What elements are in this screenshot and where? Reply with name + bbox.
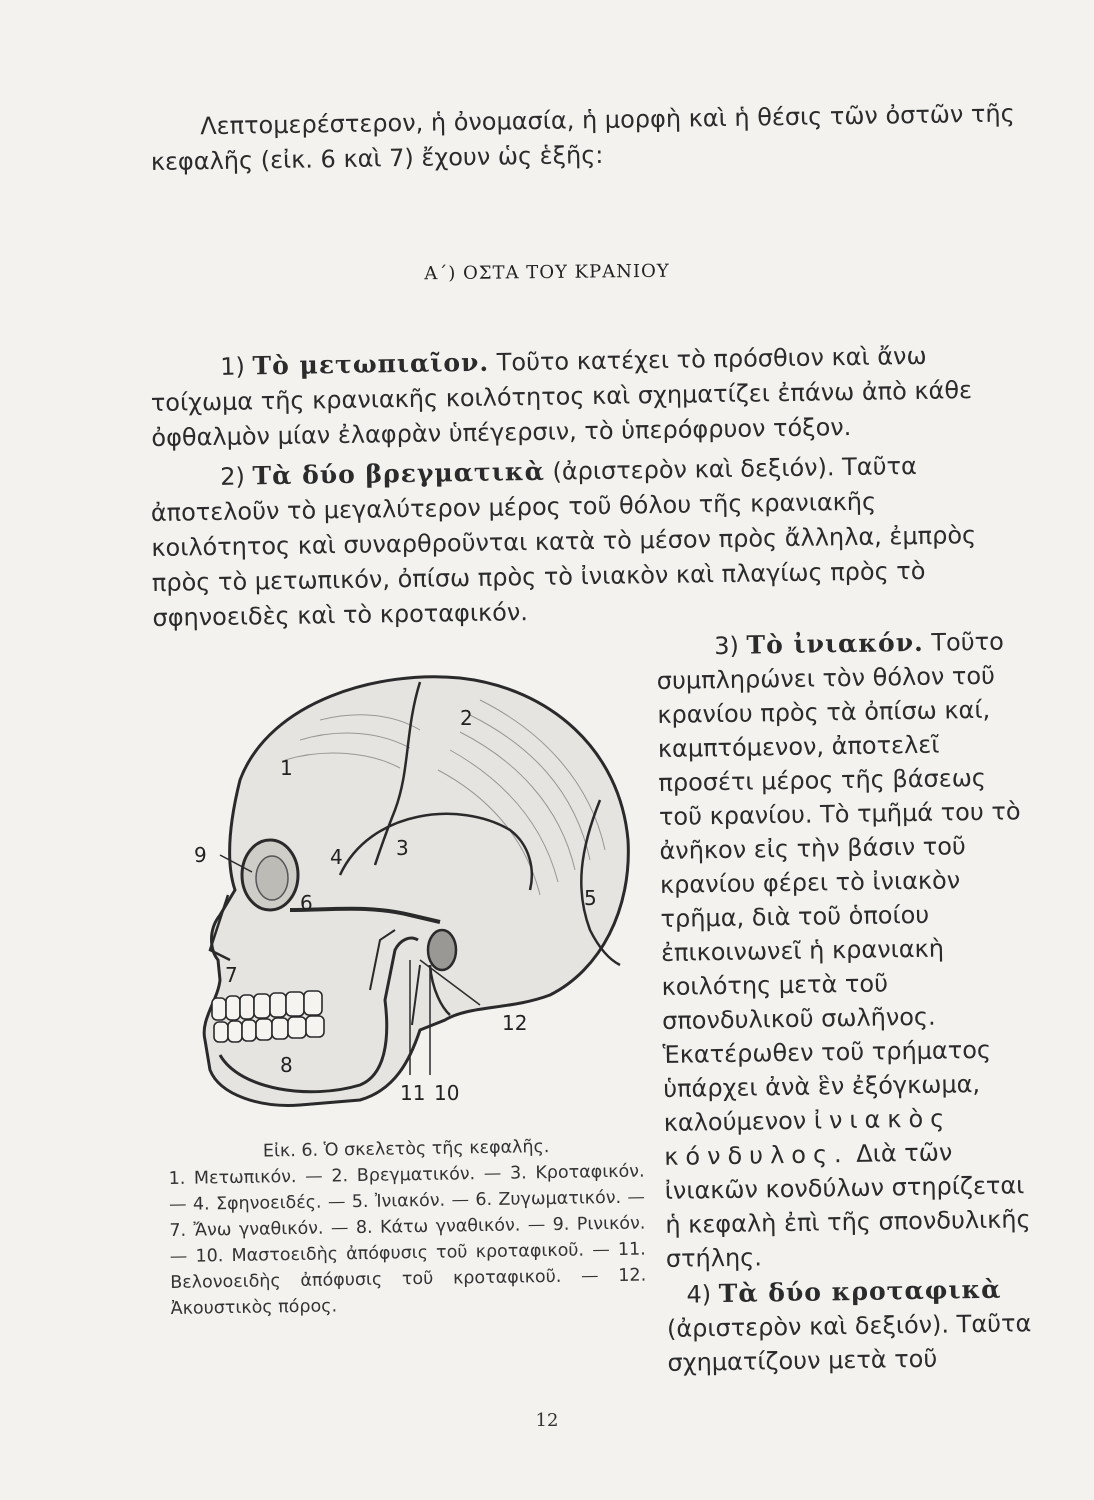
intro-paragraph: Λεπτομερέστερον, ἡ ὀνομασία, ἡ μορφὴ καὶ ἡ θέσις τῶν ὀστῶν τῆς κεφαλῆς (εἰκ. 6 καὶ 7) ἔχουν ὡς ἑξῆς: xyxy=(150,99,1015,176)
paragraph-parietal-bones xyxy=(150,446,1023,636)
paragraph-frontal-bone xyxy=(150,336,1022,456)
section-number: 1) xyxy=(220,352,246,381)
right-column-text xyxy=(656,624,1040,1380)
paragraph-temporal-bones xyxy=(666,1272,1040,1380)
section-text: Τοῦτο συμπληρώνει τὸν θόλον τοῦ κρανίου πρὸς τὰ ὀπίσω καί, καμπτόμενον, ἀποτελεῖ προσέτι μέρος τῆς βάσεως τοῦ κρανίου. Τὸ τμῆμά του τὸ ἀνῆκον εἰς τὴν βάσιν τοῦ κρανίου φέρει τὸ ἰνιακὸν τρῆμα, διὰ τοῦ ὁποίου ἐπικοινωνεῖ ἡ κρανιακὴ κοιλότης μετὰ τοῦ σπονδυλικοῦ σωλῆνος. Ἑκατέρωθεν τοῦ τρήματος ὑπάρχει ἀνὰ ἓν ἐξόγκωμα, καλούμενον xyxy=(656,627,1021,1137)
skull-illustration xyxy=(180,660,650,1130)
caption-title: Εἰκ. 6. Ὁ σκελετὸς τῆς κεφαλῆς. xyxy=(262,1137,550,1162)
section-title: Τὰ δύο κροταφικὰ xyxy=(718,1274,1002,1309)
spaced-term: ἰνιακὸς κόνδυλος. xyxy=(664,1104,952,1171)
section-text: Τοῦτο κατέχει τὸ πρόσθιον καὶ ἄνω τοίχωμα τῆς κρανιακῆς κοιλότητος καὶ σχηματίζει ἐπάνω ἀπὸ κάθε ὀφθαλμὸν μίαν ἐλαφρὰν ὑπέγερσιν, τὸ ὑπερόφρυον τόξον. xyxy=(150,341,973,452)
label-6: 6 xyxy=(300,891,313,915)
label-5: 5 xyxy=(584,886,597,910)
page-number: 12 xyxy=(535,1410,559,1431)
section-number: 3) xyxy=(714,631,740,661)
label-7: 7 xyxy=(225,963,238,987)
ear-canal xyxy=(428,930,456,970)
section-text: (ἀριστερὸν καὶ δεξιόν). Ταῦτα ἀποτελοῦν τὸ μεγαλύτερον μέρος τοῦ θόλου τῆς κρανιακῆς κοιλότητος καὶ συναρθροῦνται κατὰ τὸ μέσον πρὸς ἄλληλα, ἐμπρὸς πρὸς τὸ μετωπικόν, ὀπίσω πρὸς τὸ ἰνιακὸν καὶ πλαγίως πρὸς τὸ σφηνοειδὲς καὶ τὸ κροταφικόν. xyxy=(150,451,977,632)
section-text: (ἀριστερὸν καὶ δεξιόν). Ταῦτα σχηματίζουν μετὰ τοῦ xyxy=(666,1309,1032,1377)
label-1: 1 xyxy=(280,756,293,780)
caption-legend: 1. Μετωπικόν. — 2. Βρεγματικόν. — 3. Κροταφικόν. — 4. Σφηνοειδές. — 5. Ἰνιακόν. — 6. Ζυγωματικόν. — 7. Ἄνω γναθικόν. — 8. Κάτω γναθικόν. — 9. Ρινικόν. — 10. Μαστοειδὴς ἀπόφυσις τοῦ κροταφικοῦ. — 11. Βελονοειδὴς ἀπόφυσις τοῦ κροταφικοῦ. — 12. Ἀκουστικὸς πόρος. xyxy=(168,1161,647,1319)
label-3: 3 xyxy=(396,836,409,860)
section-number: 4) xyxy=(686,1280,712,1309)
section-heading: Α΄) ΟΣΤΑ ΤΟΥ ΚΡΑΝΙΟΥ xyxy=(424,260,670,285)
label-12: 12 xyxy=(502,1011,528,1035)
label-4: 4 xyxy=(330,845,343,869)
section-title: Τὸ ἰνιακόν. xyxy=(746,627,924,660)
orbit-inner xyxy=(256,856,288,900)
section-text: Διὰ τῶν ἰνιακῶν κονδύλων στηρίζεται ἡ κεφαλὴ ἐπὶ τῆς σπονδυλικῆς στήλης. xyxy=(664,1138,1031,1273)
figure-caption xyxy=(168,1133,647,1322)
label-8: 8 xyxy=(280,1053,293,1077)
label-10: 10 xyxy=(434,1081,460,1105)
paragraph-occipital-bone xyxy=(656,624,1038,1276)
section-title: Τὰ δύο βρεγματικὰ xyxy=(252,456,546,491)
section-title: Τὸ μετωπιαῖον. xyxy=(252,347,490,381)
label-2: 2 xyxy=(460,706,473,730)
label-11: 11 xyxy=(400,1081,426,1105)
label-9: 9 xyxy=(194,843,207,867)
section-number: 2) xyxy=(220,462,246,491)
